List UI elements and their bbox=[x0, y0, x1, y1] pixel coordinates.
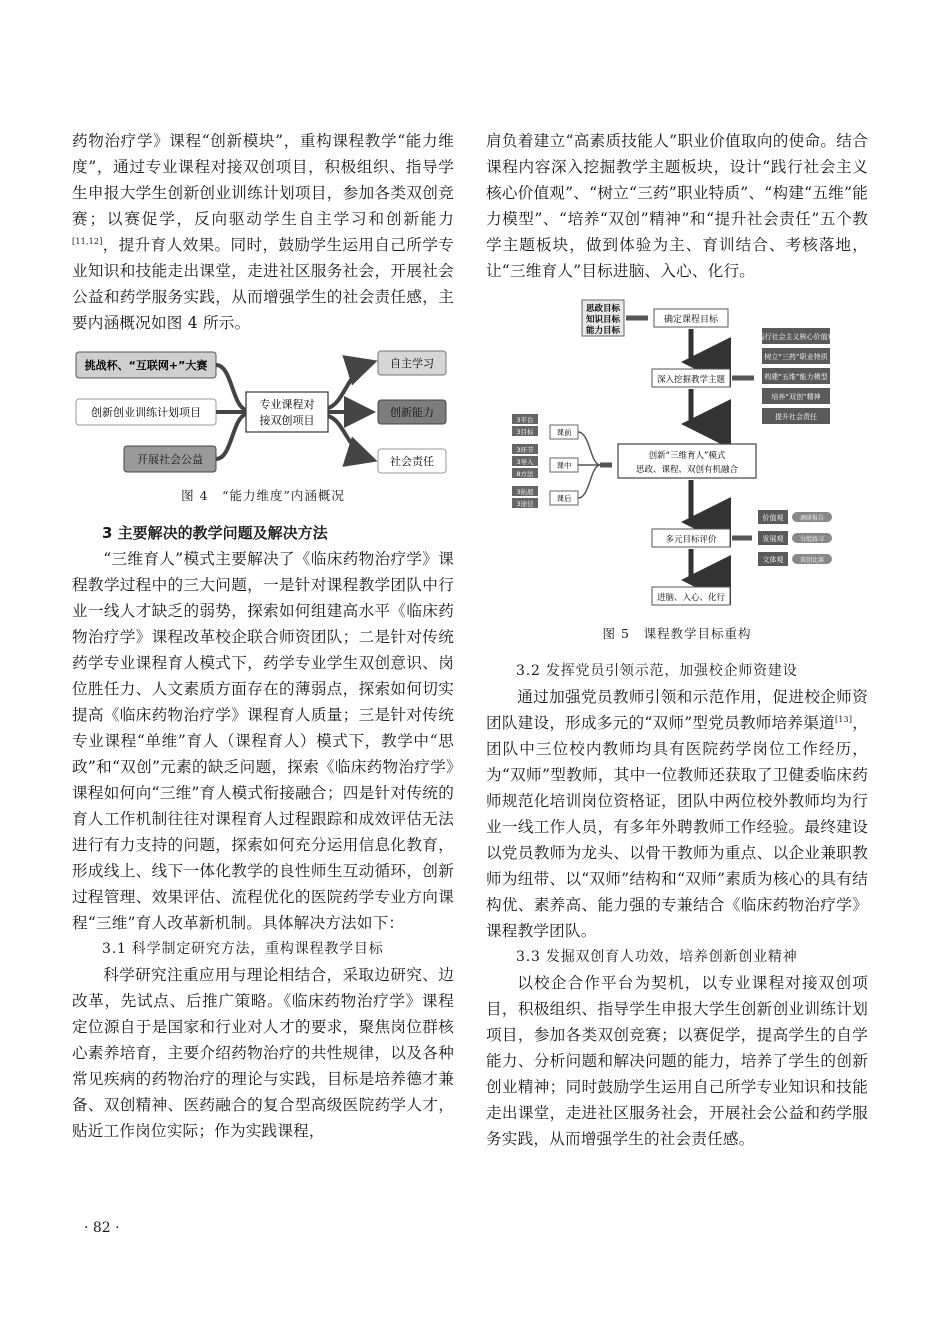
fig5-goal-1: 思政目标 bbox=[586, 304, 621, 314]
fig4-center-label-line-1: 专业课程对 bbox=[259, 398, 315, 411]
fig5-center-line-2: 思政、课程、双创有机融合 bbox=[635, 465, 739, 475]
fig5-tag-6: 3拓展 bbox=[516, 488, 534, 496]
figure-4-diagram bbox=[72, 348, 454, 478]
left-paragraph-1-part-b: ，提升育人效果。同时，鼓励学生运用自己所学专业知识和技能走出课堂，走进社区服务社会，开展社会公益和药学服务实践，从而增强学生的社会责任感，主要内涵概况如图 4 所示。 bbox=[72, 236, 454, 332]
figure-4-caption: 图 4 “能力维度”内涵概况 bbox=[181, 488, 345, 503]
fig5-theme-5: 提升社会责任 bbox=[775, 413, 817, 421]
figure-5 bbox=[486, 298, 868, 616]
fig4-center-label-line-2: 接双创项目 bbox=[259, 414, 315, 427]
figure-4 bbox=[72, 348, 454, 478]
fig5-center-line-1: 创新“三维育人”模式 bbox=[648, 451, 726, 461]
fig5-tag-5: 8方法 bbox=[516, 470, 534, 478]
fig4-arrow-1 bbox=[328, 363, 370, 408]
fig4-input-2-label: 创新创业训练计划项目 bbox=[91, 406, 201, 419]
fig5-goal-2: 知识目标 bbox=[586, 315, 621, 325]
fig4-arrow-3 bbox=[328, 416, 370, 459]
fig5-eval-tag-3: 双创比赛 bbox=[799, 557, 825, 564]
fig5-theme-1: 践行社会主义核心价值观 bbox=[757, 333, 835, 341]
fig5-step5-label: 进脑、入心、化行 bbox=[656, 593, 726, 603]
fig4-output-1-label: 自主学习 bbox=[390, 357, 434, 370]
fig5-theme-2: 树立“三药”职业特质 bbox=[764, 353, 828, 361]
left-paragraph-1-part-a: 药物治疗学》课程“创新模块”，重构课程教学“能力维度”，通过专业课程对接双创项目，积极组织、指导学生申报大学生创新创业训练计划项目，参加各类双创竞赛；以赛促学，反向驱动学生自主学习和创新能力 bbox=[72, 132, 454, 228]
fig4-input-3-label: 开展社会公益 bbox=[137, 453, 203, 466]
section-3-2-heading: 3.2 发挥党员引领示范，加强校企师资建设 bbox=[516, 663, 798, 679]
right-paragraph-2-part-b: ，团队中三位校内教师均具有医院药学岗位工作经历，为“双师”型教师，其中一位教师还获取了卫健委临床药师规范化培训岗位资格证，团队中两位校外教师均为行业一线工作人员，有多年外聘教师工作经验。最终建设以党员教师为龙头、以骨干教师为重点、以企业兼职教师为纽带、以“双师”结构和“双师”素质为核心的具有结构优、素养高、能力强的专兼结合《临床药物治疗学》课程教学团队。 bbox=[486, 714, 869, 940]
right-paragraph-1: 肩负着建立“高素质技能人”职业价值取向的使命。结合课程内容深入挖掘教学主题板块，设计“践行社会主义核心价值观”、“树立“三药”职业特质”、“构建“五维”能力模型”、“培养“双创”精神”和“提升社会责任”五个教学主题板块，做到体验为主、育训结合、考核落地，让“三维育人”目标进脑、入心、化行。 bbox=[486, 132, 868, 280]
right-column bbox=[486, 128, 868, 1152]
fig5-tag-3: 3环节 bbox=[516, 446, 534, 454]
figure-5-caption: 图 5 课程教学目标重构 bbox=[602, 626, 752, 641]
section-3-3-heading: 3.3 发掘双创育人功效，培养创新创业精神 bbox=[516, 949, 798, 965]
fig4-output-2-label: 创新能力 bbox=[390, 406, 434, 419]
section-3-1-heading: 3.1 科学制定研究方法，重构课程教学目标 bbox=[102, 941, 384, 957]
right-paragraph-2 bbox=[486, 684, 868, 944]
fig5-step2-label: 深入挖掘教学主题 bbox=[656, 375, 726, 385]
left-paragraph-2: “三维育人”模式主要解决了《临床药物治疗学》课程教学过程中的三大问题，一是针对课程教学团队中行业一线人才缺乏的弱势，探索如何组建高水平《临床药物治疗学》课程改革校企联合师资团队；二是针对传统药学专业课程育人模式下，药学专业学生双创意识、岗位胜任力、人文素质方面存在的薄弱点，探索如何切实提高《临床药物治疗学》课程育人质量；三是针对传统专业课程“单维”育人（课程育人）模式下，教学中“思政”和“双创”元素的缺乏问题，探索《临床药物治疗学》课程如何向“三维”育人模式衔接融合；四是针对传统的育人工作机制往往对课程育人过程跟踪和成效评估无法进行有力支持的问题，探索如何充分运用信息化教育，形成线上、线下一体化教学的良性师生互动循环，创新过程管理、效果评估、流程优化的医院药学专业方向课程“三维”育人改革新机制。具体解决方法如下： bbox=[72, 550, 454, 932]
fig5-eval-2: 发展观 bbox=[762, 535, 784, 543]
right-paragraph-3: 以校企合作平台为契机，以专业课程对接双创项目，积极组织、指导学生申报大学生创新创业训练计划项目，参加各类双创竞赛；以赛促学，提高学生的自学能力、分析问题和解决问题的能力，培养了学生的创新创业精神；同时鼓励学生运用自己所学专业知识和技能走出课堂，走进社区服务社会，开展社会公益和药学服务实践，从而增强学生的社会责任感。 bbox=[486, 974, 868, 1148]
fig5-phase-3: 课后 bbox=[556, 494, 572, 503]
fig5-tag-1: 3平台 bbox=[516, 416, 534, 424]
fig5-step4-label: 多元目标评价 bbox=[665, 535, 717, 545]
fig5-theme-4: 培养“双创”精神 bbox=[771, 393, 821, 401]
fig5-eval-tag-2: 分组练习 bbox=[799, 536, 825, 543]
left-paragraph-1 bbox=[72, 128, 454, 336]
fig5-tag-2: 3目标 bbox=[516, 428, 534, 436]
fig5-phase-1: 课前 bbox=[556, 428, 572, 437]
citation-13: [13] bbox=[834, 714, 853, 724]
fig5-phase-connectors bbox=[578, 432, 600, 498]
fig5-eval-1: 价值观 bbox=[762, 514, 784, 522]
section-3-heading: 3 主要解决的教学问题及解决方法 bbox=[102, 524, 328, 542]
fig5-phase-2: 课中 bbox=[556, 461, 572, 470]
fig4-connector-1 bbox=[216, 365, 246, 410]
fig5-eval-3: 文体观 bbox=[762, 556, 784, 564]
right-paragraph-2-part-a: 通过加强党员教师引领和示范作用，促进校企师资团队建设，形成多元的“双师”型党员教师培养渠道 bbox=[486, 688, 868, 732]
fig5-goal-3: 能力目标 bbox=[586, 326, 621, 336]
page-number: · 82 · bbox=[84, 1220, 120, 1236]
fig5-theme-3: 构建“五维”能力模型 bbox=[764, 373, 828, 381]
fig4-input-1-label: 挑战杯、“互联网+”大赛 bbox=[84, 359, 208, 372]
left-paragraph-3: 科学研究注重应用与理论相结合，采取边研究、边改革，先试点、后推广策略。《临床药物治疗学》课程定位源自于是国家和行业对人才的要求，聚焦岗位群核心素养培育，主要介绍药物治疗的共性规律，以及各种常见疾病的药物治疗的理论与实践，目标是培养德才兼备、双创精神、医药融合的复合型高级医院药学人才，贴近工作岗位实际；作为实践课程， bbox=[72, 966, 454, 1140]
citation-11-12: [11,12] bbox=[72, 236, 103, 246]
figure-5-diagram bbox=[486, 298, 868, 616]
left-column bbox=[72, 128, 454, 1144]
fig5-tag-7: 3途径 bbox=[516, 500, 534, 508]
fig4-output-3-label: 社会责任 bbox=[390, 455, 434, 468]
fig5-tag-4: 3导入 bbox=[516, 458, 534, 466]
fig4-connector-3 bbox=[216, 414, 246, 459]
fig5-step1-label: 确定课程目标 bbox=[663, 315, 719, 325]
fig5-eval-tag-1: 调研报告 bbox=[799, 515, 825, 522]
